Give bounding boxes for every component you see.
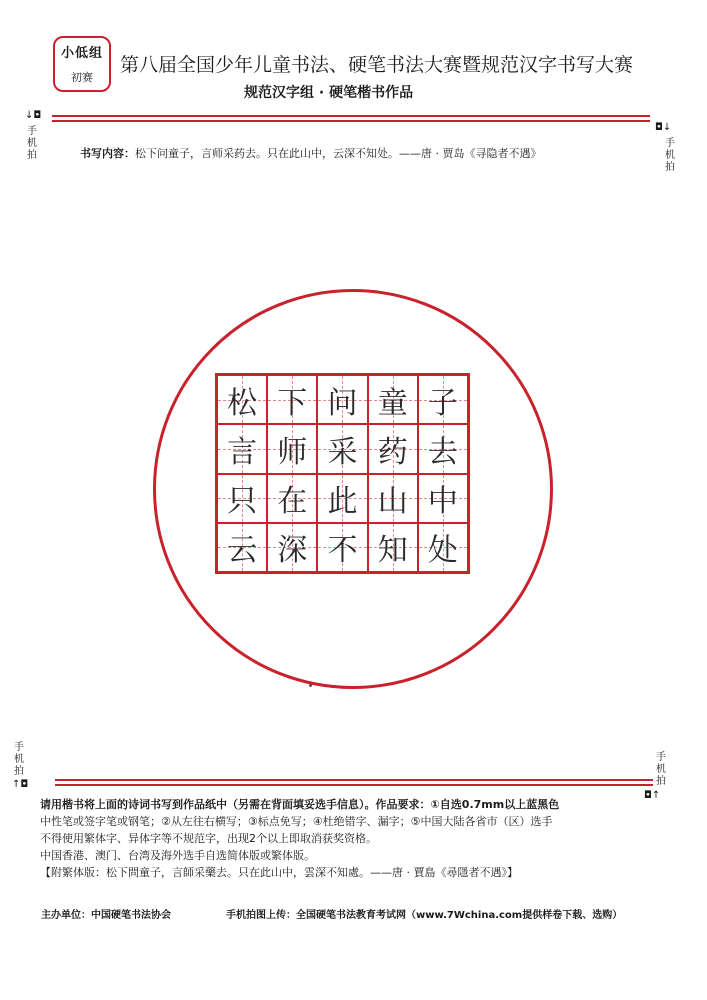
side-tag-top-left: 手机拍: [27, 126, 37, 161]
arrow-down-icon: ↓: [25, 110, 34, 121]
grid-character: 药: [377, 434, 408, 470]
group-badge: [53, 36, 111, 92]
side-tag-bottom-left: 手机拍: [14, 742, 24, 777]
footer-rule-bottom: [55, 784, 653, 786]
grid-cell: [267, 523, 317, 572]
grid-cell: [217, 424, 267, 473]
grid-cell: [317, 375, 367, 424]
grid-cell: [317, 523, 367, 572]
grid-cell: [217, 474, 267, 523]
grid-cell: [267, 424, 317, 473]
organizer-text: 主办单位：中国硬笔书法协会: [41, 910, 171, 921]
grid-cell: [267, 474, 317, 523]
requirements-block: [40, 796, 665, 881]
grid-character: 子: [427, 385, 458, 421]
grid-character: 采: [327, 434, 358, 470]
side-tag-bottom-right: 手机拍: [656, 752, 666, 787]
grid-character: 只: [227, 484, 258, 520]
requirements-line: 请用楷书将上面的诗词书写到作品纸中（另需在背面填妥选手信息）。作品要求：①自选0.7mm以上蓝黑色: [40, 798, 560, 811]
competition-subtitle: 规范汉字组 · 硬笔楷书作品: [244, 85, 414, 101]
top-right-marker: [655, 122, 671, 133]
writing-content-label: 书写内容：: [80, 147, 135, 160]
grid-cell: [317, 424, 367, 473]
grid-character: 不: [327, 533, 358, 569]
requirements-line: 中性笔或签字笔或钢笔；②从左往右横写；③标点免写；④杜绝错字、漏字；⑤中国大陆各省市（区）选手: [40, 815, 553, 828]
tian-grid: [215, 373, 470, 574]
grid-character: 云: [227, 533, 258, 569]
camera-icon: ◘: [20, 779, 29, 790]
arrow-up-icon: ↑: [651, 790, 661, 801]
grid-character: 下: [277, 385, 308, 421]
grid-character: 山: [377, 484, 408, 520]
camera-icon: ◘: [655, 122, 663, 133]
grid-cell: [317, 474, 367, 523]
grid-cell: [418, 424, 468, 473]
grid-character: 在: [277, 484, 308, 520]
grid-cell: [267, 375, 317, 424]
grid-character: 松: [227, 385, 258, 421]
requirements-line: 不得使用繁体字、异体字等不规范字，出现2个以上即取消获奖资格。: [40, 832, 377, 845]
grid-character: 师: [277, 434, 308, 470]
grid-cell: [368, 424, 418, 473]
camera-icon: ◘: [33, 110, 42, 121]
stray-dot: [309, 684, 312, 687]
requirements-line: 【附繁体版：松下問童子，言師采藥去。只在此山中，雲深不知處。——唐 · 賈島《尋隱者不遇》】: [40, 866, 518, 879]
writing-content-text: 松下问童子，言师采药去。只在此山中，云深不知处。——唐 · 贾岛《寻隐者不遇》: [135, 147, 542, 160]
arrow-up-icon: ↑: [12, 779, 21, 790]
competition-title: 第八届全国少年儿童书法、硬笔书法大赛暨规范汉字书写大赛: [120, 54, 634, 76]
grid-cell: [418, 474, 468, 523]
requirements-line: 中国香港、澳门、台湾及海外选手自选简体版或繁体版。: [40, 849, 315, 862]
grid-character: 此: [327, 484, 358, 520]
badge-group-label: 小低组: [60, 46, 103, 61]
grid-cell: [368, 523, 418, 572]
grid-character: 童: [377, 385, 408, 421]
grid-character: 言: [227, 434, 258, 470]
grid-character: 处: [427, 533, 458, 569]
grid-cell: [217, 375, 267, 424]
top-left-marker: [25, 110, 41, 121]
grid-character: 去: [427, 434, 458, 470]
upload-text: 手机拍图上传：全国硬笔书法教育考试网（www.7Wchina.com提供样卷下载、选购）: [226, 910, 623, 921]
header-rule-bottom: [52, 120, 650, 122]
grid-character: 问: [327, 385, 358, 421]
grid-cell: [368, 375, 418, 424]
grid-character: 知: [377, 533, 408, 569]
arrow-down-icon: ↓: [662, 122, 672, 133]
grid-character: 中: [427, 484, 458, 520]
camera-icon: ◘: [644, 790, 652, 801]
side-tag-top-right: 手机拍: [665, 138, 675, 173]
grid-cell: [368, 474, 418, 523]
badge-round-label: 初赛: [71, 71, 93, 84]
writing-content: [80, 145, 542, 161]
footer-rule-top: [55, 779, 653, 781]
grid-cell: [418, 375, 468, 424]
bottom-left-marker: [12, 779, 28, 790]
header-rule-top: [52, 115, 650, 117]
grid-character: 深: [277, 533, 308, 569]
grid-cell: [217, 523, 267, 572]
grid-cell: [418, 523, 468, 572]
